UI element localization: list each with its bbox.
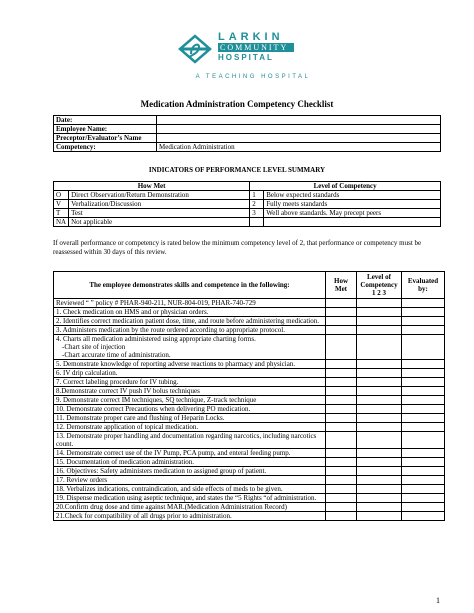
table-row [54, 503, 445, 512]
table-row [54, 458, 445, 467]
item-text: 19. Dispense medication using aseptic technique, and states the “5 Rights “of administration. [54, 494, 326, 503]
evaluated-cell[interactable] [402, 494, 445, 503]
item-text: 4. Charts all medication administered using appropriate charting forms. [56, 335, 256, 343]
item-text: 9. Demonstrate correct IM techniques, SQ technique, Z-track technique [54, 396, 326, 405]
info-row-employee [54, 125, 441, 134]
level-cell[interactable] [357, 317, 402, 326]
evaluated-by-header: Evaluated by: [402, 272, 445, 299]
employee-info-table [53, 115, 441, 152]
how-met-cell[interactable] [326, 378, 357, 387]
level-cell[interactable] [357, 432, 402, 449]
item-text: 7. Correct labeling procedure for IV tubing. [54, 378, 326, 387]
how-met-column-header: How Met [326, 272, 357, 299]
how-met-cell[interactable] [326, 387, 357, 396]
table-row [54, 378, 445, 387]
item-text: 21.Check for compatibility of all drugs prior to administration. [54, 512, 326, 521]
page-number: 1 [436, 596, 440, 605]
level-cell[interactable] [357, 405, 402, 414]
info-row-date [54, 116, 441, 125]
item-text: 14. Demonstrate correct use of the IV Pump, PCA pump, and enteral feeding pump. [54, 449, 326, 458]
how-met-header: How Met [54, 182, 250, 191]
page-title: Medication Administration Competency Checklist [140, 99, 334, 109]
table-row [54, 335, 445, 360]
logo-words [218, 32, 338, 63]
item-text: 5. Demonstrate knowledge of reporting adverse reactions to pharmacy and physician. [54, 360, 326, 369]
how-met-cell[interactable] [326, 512, 357, 521]
evaluated-cell[interactable] [402, 308, 445, 317]
level-cell[interactable] [357, 467, 402, 476]
how-met-cell[interactable] [326, 335, 357, 360]
item-text: 6. IV drip calculation. [54, 369, 326, 378]
level-cell[interactable] [357, 299, 402, 308]
level-header: Level of Competency [250, 182, 441, 191]
perf-code: O [54, 191, 69, 200]
table-row [54, 512, 445, 521]
level-cell[interactable] [357, 414, 402, 423]
level-header-numbers: 1 2 3 [372, 289, 386, 297]
level-cell[interactable] [357, 449, 402, 458]
perf-code: T [54, 209, 69, 218]
table-row [54, 449, 445, 458]
evaluated-cell[interactable] [402, 432, 445, 449]
evaluated-cell[interactable] [402, 299, 445, 308]
competency-value: Medication Administration [157, 143, 441, 152]
perf-level: 2 [250, 200, 264, 209]
table-row [54, 387, 445, 396]
level-cell[interactable] [357, 335, 402, 360]
perf-level [250, 218, 264, 227]
level-cell[interactable] [357, 423, 402, 432]
level-cell[interactable] [357, 512, 402, 521]
table-row [54, 326, 445, 335]
level-column-header [357, 272, 402, 299]
table-row [54, 494, 445, 503]
evaluated-cell[interactable] [402, 387, 445, 396]
performance-level-table [53, 181, 441, 227]
table-row [54, 396, 445, 405]
level-cell[interactable] [357, 326, 402, 335]
how-met-cell[interactable] [326, 326, 357, 335]
skills-header: The employee demonstrates skills and competence in the following: [54, 272, 326, 299]
item-sub-text: -Chart site of injection [62, 343, 126, 351]
logo-line-3: HOSPITAL [218, 53, 274, 62]
level-cell[interactable] [357, 485, 402, 494]
perf-how: Direct Observation/Return Demonstration [69, 191, 250, 200]
perf-level: 1 [250, 191, 264, 200]
employee-name-field[interactable] [157, 125, 441, 134]
evaluated-cell[interactable] [402, 503, 445, 512]
reassessment-note: If overall performance or competency is rated below the minimum competency level of 2, that performance or competency must be reassessed within 30 days of this review. [53, 239, 422, 256]
item-text: 18. Verbalizes indications, contraindication, and side effects of meds to be given. [54, 485, 326, 494]
item-text: 1. Check medication on HMS and or physician orders. [54, 308, 326, 317]
perf-row [54, 200, 441, 209]
item-text: 10. Demonstrate correct Precautions when delivering PO medication. [54, 405, 326, 414]
evaluated-cell[interactable] [402, 449, 445, 458]
level-cell[interactable] [357, 458, 402, 467]
how-met-cell[interactable] [326, 308, 357, 317]
evaluated-cell[interactable] [402, 369, 445, 378]
evaluated-cell[interactable] [402, 467, 445, 476]
how-met-cell[interactable] [326, 476, 357, 485]
perf-row [54, 191, 441, 200]
evaluated-cell[interactable] [402, 405, 445, 414]
perf-level-text: Well above standards. May precept peers [264, 209, 441, 218]
how-met-cell[interactable] [326, 467, 357, 476]
perf-code: NA [54, 218, 69, 227]
main-header-row [54, 272, 445, 299]
item-text: 15. Documentation of medication administration. [54, 458, 326, 467]
table-row [54, 414, 445, 423]
evaluated-cell[interactable] [402, 423, 445, 432]
competency-label: Competency: [54, 143, 157, 152]
level-header-text: Level of Competency [360, 273, 398, 289]
date-label: Date: [54, 116, 157, 125]
item-text: 17. Review orders [54, 476, 326, 485]
evaluated-cell[interactable] [402, 360, 445, 369]
how-met-cell[interactable] [326, 317, 357, 326]
table-row [54, 405, 445, 414]
how-met-cell[interactable] [326, 299, 357, 308]
item-text-group [54, 335, 326, 360]
how-met-cell[interactable] [326, 414, 357, 423]
item-text: 16. Objectives: Safety administers medication to assigned group of patient. [54, 467, 326, 476]
perf-level: 3 [250, 209, 264, 218]
perf-row [54, 209, 441, 218]
reviewed-policy: Reviewed “ ” policy # PHAR-940-211, NUR-804-019, PHAR-740-729 [54, 299, 326, 308]
evaluated-cell[interactable] [402, 414, 445, 423]
table-row [54, 317, 445, 326]
item-text: 2. Identifies correct medication patient dose, time, and route before administering medication. [54, 317, 326, 326]
indicators-title: INDICATORS OF PERFORMANCE LEVEL SUMMARY [148, 166, 326, 174]
item-sub-text: -Chart accurate time of administration. [62, 351, 171, 359]
logo-tagline: A TEACHING HOSPITAL [195, 74, 311, 80]
perf-how: Not applicable [69, 218, 250, 227]
reviewed-row [54, 299, 445, 308]
level-cell[interactable] [357, 308, 402, 317]
logo-line-2: COMMUNITY [218, 43, 294, 52]
evaluated-cell[interactable] [402, 476, 445, 485]
level-cell[interactable] [357, 387, 402, 396]
item-text: 11. Demonstrate proper care and flushing of Heparin Locks. [54, 414, 326, 423]
how-met-cell[interactable] [326, 485, 357, 494]
table-row [54, 485, 445, 494]
level-cell[interactable] [357, 360, 402, 369]
evaluated-cell[interactable] [402, 396, 445, 405]
level-cell[interactable] [357, 378, 402, 387]
how-met-cell[interactable] [326, 396, 357, 405]
evaluated-cell[interactable] [402, 378, 445, 387]
item-text: 13. Demonstrate proper handling and documentation regarding narcotics, including narcotics count. [54, 432, 326, 449]
table-row [54, 432, 445, 449]
evaluated-cell[interactable] [402, 512, 445, 521]
evaluated-cell[interactable] [402, 485, 445, 494]
item-text: 8.Demonstrate correct IV push IV bolus techniques [54, 387, 326, 396]
level-cell[interactable] [357, 503, 402, 512]
how-met-cell[interactable] [326, 458, 357, 467]
evaluated-cell[interactable] [402, 317, 445, 326]
table-row [54, 423, 445, 432]
perf-header-row [54, 182, 441, 191]
how-met-cell[interactable] [326, 503, 357, 512]
how-met-cell[interactable] [326, 449, 357, 458]
table-row [54, 476, 445, 485]
item-text: 20.Confirm drug dose and time against MAR.(Medication Administration Record) [54, 503, 326, 512]
table-row [54, 467, 445, 476]
evaluated-cell[interactable] [402, 326, 445, 335]
perf-row [54, 218, 441, 227]
perf-how: Test [69, 209, 250, 218]
how-met-cell[interactable] [326, 423, 357, 432]
info-row-competency [54, 143, 441, 152]
competency-checklist-table [53, 271, 445, 521]
table-row [54, 308, 445, 317]
perf-code: V [54, 200, 69, 209]
level-cell[interactable] [357, 476, 402, 485]
date-field[interactable] [157, 116, 441, 125]
how-met-cell[interactable] [326, 405, 357, 414]
table-row [54, 360, 445, 369]
info-row-preceptor [54, 134, 441, 143]
table-row [54, 369, 445, 378]
item-text: 12. Demonstrate application of topical medication. [54, 423, 326, 432]
logo-mark-icon [178, 34, 212, 64]
level-cell[interactable] [357, 369, 402, 378]
perf-level-text: Fully meets standards [264, 200, 441, 209]
level-cell[interactable] [357, 494, 402, 503]
item-text: 3. Administers medication by the route ordered according to appropriate protocol. [54, 326, 326, 335]
evaluated-cell[interactable] [402, 335, 445, 360]
evaluated-cell[interactable] [402, 458, 445, 467]
employee-name-label: Employee Name: [54, 125, 157, 134]
perf-how: Verbalization/Discussion [69, 200, 250, 209]
preceptor-field[interactable] [157, 134, 441, 143]
perf-level-text [264, 218, 441, 227]
how-met-cell[interactable] [326, 432, 357, 449]
how-met-cell[interactable] [326, 494, 357, 503]
logo-line-1: LARKIN [218, 31, 284, 43]
perf-level-text: Below expected standards [264, 191, 441, 200]
how-met-cell[interactable] [326, 360, 357, 369]
level-cell[interactable] [357, 396, 402, 405]
preceptor-label: Preceptor/Evaluator’s Name [54, 134, 157, 143]
how-met-cell[interactable] [326, 369, 357, 378]
